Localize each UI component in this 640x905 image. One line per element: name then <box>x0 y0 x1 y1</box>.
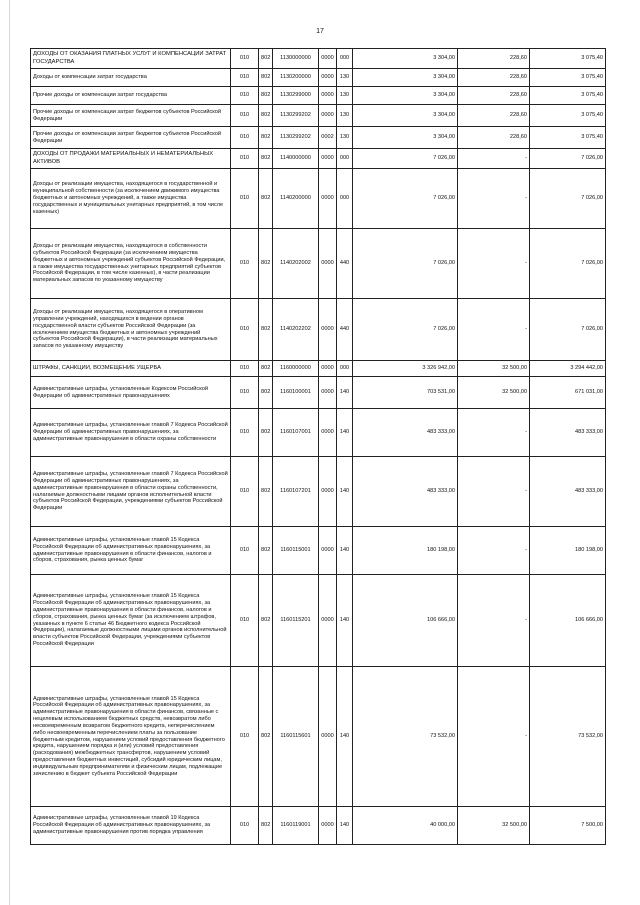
row-program-code: 0000 <box>319 667 337 807</box>
row-budget-code: 1130299202 <box>273 127 319 149</box>
row-program-code: 0000 <box>319 527 337 575</box>
row-approved-amount: 73 532,00 <box>353 667 458 807</box>
row-budget-code: 1160115601 <box>273 667 319 807</box>
table-row <box>31 127 606 149</box>
row-section-code: 802 <box>259 667 273 807</box>
table-row <box>31 229 606 299</box>
row-unexecuted-amount: 7 026,00 <box>530 299 606 361</box>
row-unexecuted-amount: 3 075,40 <box>530 49 606 69</box>
page-number: 17 <box>316 28 324 35</box>
row-kosgu-code: 000 <box>337 169 353 229</box>
row-program-code: 0000 <box>319 229 337 299</box>
row-budget-code: 1130200000 <box>273 69 319 87</box>
row-budget-code: 1160115001 <box>273 527 319 575</box>
section-row <box>31 49 606 69</box>
row-line-code: 010 <box>231 229 259 299</box>
row-kosgu-code: 000 <box>337 361 353 377</box>
row-approved-amount: 7 026,00 <box>353 149 458 169</box>
row-kosgu-code: 140 <box>337 409 353 457</box>
row-program-code: 0000 <box>319 409 337 457</box>
row-unexecuted-amount: 483 333,00 <box>530 457 606 527</box>
row-section-code: 802 <box>259 299 273 361</box>
row-budget-code: 1160100001 <box>273 377 319 409</box>
row-unexecuted-amount: 483 333,00 <box>530 409 606 457</box>
row-budget-code: 1160115201 <box>273 575 319 667</box>
row-executed-amount: 32 500,00 <box>458 377 530 409</box>
row-approved-amount: 7 026,00 <box>353 229 458 299</box>
row-line-code: 010 <box>231 667 259 807</box>
row-unexecuted-amount: 7 026,00 <box>530 229 606 299</box>
row-name: Прочие доходы от компенсации затрат бюджетов субъектов Российской Федерации <box>31 105 231 127</box>
row-section-code: 802 <box>259 87 273 105</box>
row-unexecuted-amount: 180 198,00 <box>530 527 606 575</box>
row-unexecuted-amount: 7 500,00 <box>530 807 606 845</box>
row-line-code: 010 <box>231 377 259 409</box>
row-line-code: 010 <box>231 169 259 229</box>
row-unexecuted-amount: 73 532,00 <box>530 667 606 807</box>
row-executed-amount: - <box>458 169 530 229</box>
row-budget-code: 1160107201 <box>273 457 319 527</box>
row-line-code: 010 <box>231 527 259 575</box>
row-unexecuted-amount: 7 026,00 <box>530 149 606 169</box>
row-section-code: 802 <box>259 105 273 127</box>
table-row <box>31 457 606 527</box>
row-kosgu-code: 440 <box>337 229 353 299</box>
row-approved-amount: 180 198,00 <box>353 527 458 575</box>
row-program-code: 0000 <box>319 299 337 361</box>
row-kosgu-code: 140 <box>337 575 353 667</box>
row-name: Административные штрафы, установленные главой 7 Кодекса Российской Федерации об административных правонарушениях, за административные правонарушения в области охраны собственности, налагаемые должностными лицами органов исполнительной власти субъектов Российской Федерации, учреждениями субъектов Российской Федерации <box>31 457 231 527</box>
row-kosgu-code: 140 <box>337 807 353 845</box>
table-row <box>31 299 606 361</box>
row-line-code: 010 <box>231 299 259 361</box>
row-executed-amount: - <box>458 457 530 527</box>
row-program-code: 0000 <box>319 105 337 127</box>
row-unexecuted-amount: 3 075,40 <box>530 105 606 127</box>
row-approved-amount: 3 304,00 <box>353 127 458 149</box>
row-name: Административные штрафы, установленные главой 15 Кодекса Российской Федерации об административных правонарушениях, за административные правонарушения в области финансов, налогов и сборов, страхования, рынка ценных бумаг <box>31 527 231 575</box>
revenue-table <box>30 48 606 845</box>
section-row <box>31 361 606 377</box>
row-budget-code: 1160000000 <box>273 361 319 377</box>
row-kosgu-code: 140 <box>337 457 353 527</box>
row-line-code: 010 <box>231 87 259 105</box>
table-row <box>31 169 606 229</box>
table-body <box>31 49 606 845</box>
row-program-code: 0000 <box>319 69 337 87</box>
table-row <box>31 807 606 845</box>
row-unexecuted-amount: 106 666,00 <box>530 575 606 667</box>
row-approved-amount: 483 333,00 <box>353 409 458 457</box>
row-executed-amount: 32 500,00 <box>458 807 530 845</box>
row-kosgu-code: 140 <box>337 377 353 409</box>
section-row <box>31 149 606 169</box>
row-approved-amount: 3 304,00 <box>353 105 458 127</box>
row-unexecuted-amount: 3 294 442,00 <box>530 361 606 377</box>
row-section-code: 802 <box>259 127 273 149</box>
row-program-code: 0000 <box>319 361 337 377</box>
row-executed-amount: 228,60 <box>458 49 530 69</box>
row-executed-amount: 228,60 <box>458 87 530 105</box>
row-approved-amount: 3 304,00 <box>353 69 458 87</box>
row-kosgu-code: 130 <box>337 105 353 127</box>
row-budget-code: 1130000000 <box>273 49 319 69</box>
row-name: Административные штрафы, установленные главой 15 Кодекса Российской Федерации об административных правонарушениях, за административные правонарушения в области финансов, налогов и сборов, страхования, рынка ценных бумаг (за исключением штрафов, указанных в пункте 6 статьи 46 Бюджетного кодекса Российской Федерации), налагаемые должностными лицами органов исполнительной власти субъектов Российской Федерации, учреждениями субъектов Российской Федерации <box>31 575 231 667</box>
row-budget-code: 1140202002 <box>273 229 319 299</box>
row-name: ШТРАФЫ, САНКЦИИ, ВОЗМЕЩЕНИЕ УЩЕРБА <box>31 361 231 377</box>
row-budget-code: 1140202202 <box>273 299 319 361</box>
row-section-code: 802 <box>259 377 273 409</box>
row-approved-amount: 7 026,00 <box>353 299 458 361</box>
row-approved-amount: 3 304,00 <box>353 87 458 105</box>
row-program-code: 0000 <box>319 457 337 527</box>
row-approved-amount: 3 326 942,00 <box>353 361 458 377</box>
row-kosgu-code: 130 <box>337 127 353 149</box>
row-name: Административные штрафы, установленные главой 7 Кодекса Российской Федерации об административных правонарушениях, за административные правонарушения в области охраны собственности <box>31 409 231 457</box>
row-program-code: 0000 <box>319 377 337 409</box>
row-unexecuted-amount: 3 075,40 <box>530 127 606 149</box>
row-line-code: 010 <box>231 69 259 87</box>
row-budget-code: 1160119001 <box>273 807 319 845</box>
row-line-code: 010 <box>231 457 259 527</box>
row-approved-amount: 7 026,00 <box>353 169 458 229</box>
row-approved-amount: 703 531,00 <box>353 377 458 409</box>
row-executed-amount: - <box>458 667 530 807</box>
row-section-code: 802 <box>259 807 273 845</box>
table-row <box>31 667 606 807</box>
row-section-code: 802 <box>259 69 273 87</box>
row-section-code: 802 <box>259 409 273 457</box>
row-line-code: 010 <box>231 49 259 69</box>
row-kosgu-code: 130 <box>337 69 353 87</box>
row-executed-amount: - <box>458 299 530 361</box>
row-program-code: 0002 <box>319 127 337 149</box>
row-line-code: 010 <box>231 807 259 845</box>
row-program-code: 0000 <box>319 807 337 845</box>
table-row <box>31 69 606 87</box>
row-unexecuted-amount: 3 075,40 <box>530 87 606 105</box>
row-section-code: 802 <box>259 149 273 169</box>
row-executed-amount: 228,60 <box>458 69 530 87</box>
row-name: Прочие доходы от компенсации затрат бюджетов субъектов Российской Федерации <box>31 127 231 149</box>
row-program-code: 0000 <box>319 87 337 105</box>
binder-edge <box>9 0 10 905</box>
table-row <box>31 527 606 575</box>
row-executed-amount: 228,60 <box>458 105 530 127</box>
row-executed-amount: - <box>458 149 530 169</box>
row-kosgu-code: 140 <box>337 667 353 807</box>
row-section-code: 802 <box>259 49 273 69</box>
row-executed-amount: - <box>458 409 530 457</box>
row-kosgu-code: 440 <box>337 299 353 361</box>
row-budget-code: 1130299000 <box>273 87 319 105</box>
row-name: Доходы от реализации имущества, находящегося в оперативном управлении учреждений, находящихся в ведении органов государственной власти субъектов Российской Федерации (за исключением имущества бюджетных и автономных учреждений субъектов Российской Федерации), в части реализации материальных запасов по указанному имуществу <box>31 299 231 361</box>
row-kosgu-code: 140 <box>337 527 353 575</box>
row-name: Доходы от компенсации затрат государства <box>31 69 231 87</box>
row-name: Административные штрафы, установленные Кодексом Российской Федерации об административных правонарушениях <box>31 377 231 409</box>
row-kosgu-code: 000 <box>337 149 353 169</box>
row-approved-amount: 106 666,00 <box>353 575 458 667</box>
row-name: Доходы от реализации имущества, находящегося в государственной и муниципальной собственности (за исключением движимого имущества бюджетных и автономных учреждений, а также имущества государственных и муниципальных унитарных предприятий, в том числе казенных) <box>31 169 231 229</box>
row-section-code: 802 <box>259 575 273 667</box>
row-name: ДОХОДЫ ОТ ПРОДАЖИ МАТЕРИАЛЬНЫХ И НЕМАТЕРИАЛЬНЫХ АКТИВОВ <box>31 149 231 169</box>
row-section-code: 802 <box>259 169 273 229</box>
row-executed-amount: - <box>458 229 530 299</box>
row-name: Административные штрафы, установленные главой 15 Кодекса Российской Федерации об административных правонарушениях, за административные правонарушения в области финансов, связанные с нецелевым использованием бюджетных средств, невозвратом либо несвоевременным возвратом бюджетного кредита, неперечислением либо несвоевременным перечислением платы за пользование бюджетным кредитом, нарушением условий предоставления бюджетного кредита, нарушением порядка и (или) условий предоставления (расходования) межбюджетных трансфертов, нарушением условий предоставления бюджетных инвестиций, субсидий юридическим лицам, индивидуальным предпринимателям и физическим лицам, подлежащие зачислению в бюджет субъекта Российской Федерации <box>31 667 231 807</box>
row-executed-amount: 228,60 <box>458 127 530 149</box>
row-line-code: 010 <box>231 409 259 457</box>
row-unexecuted-amount: 3 075,40 <box>530 69 606 87</box>
row-section-code: 802 <box>259 457 273 527</box>
row-unexecuted-amount: 671 031,00 <box>530 377 606 409</box>
row-budget-code: 1160107001 <box>273 409 319 457</box>
row-program-code: 0000 <box>319 149 337 169</box>
row-program-code: 0000 <box>319 575 337 667</box>
row-executed-amount: - <box>458 575 530 667</box>
row-budget-code: 1130299202 <box>273 105 319 127</box>
row-program-code: 0000 <box>319 169 337 229</box>
row-program-code: 0000 <box>319 49 337 69</box>
row-line-code: 010 <box>231 127 259 149</box>
row-unexecuted-amount: 7 026,00 <box>530 169 606 229</box>
row-executed-amount: - <box>458 527 530 575</box>
table-row <box>31 409 606 457</box>
row-approved-amount: 3 304,00 <box>353 49 458 69</box>
table-row <box>31 105 606 127</box>
table-row <box>31 377 606 409</box>
row-name: Административные штрафы, установленные главой 19 Кодекса Российской Федерации об административных правонарушениях, за административные правонарушения против порядка управления <box>31 807 231 845</box>
row-budget-code: 1140000000 <box>273 149 319 169</box>
row-name: ДОХОДЫ ОТ ОКАЗАНИЯ ПЛАТНЫХ УСЛУГ И КОМПЕНСАЦИИ ЗАТРАТ ГОСУДАРСТВА <box>31 49 231 69</box>
table-row <box>31 575 606 667</box>
row-line-code: 010 <box>231 361 259 377</box>
row-approved-amount: 40 000,00 <box>353 807 458 845</box>
row-line-code: 010 <box>231 149 259 169</box>
row-line-code: 010 <box>231 575 259 667</box>
row-kosgu-code: 130 <box>337 87 353 105</box>
row-approved-amount: 483 333,00 <box>353 457 458 527</box>
row-executed-amount: 32 500,00 <box>458 361 530 377</box>
row-line-code: 010 <box>231 105 259 127</box>
row-name: Прочие доходы от компенсации затрат государства <box>31 87 231 105</box>
row-section-code: 802 <box>259 229 273 299</box>
row-kosgu-code: 000 <box>337 49 353 69</box>
table-row <box>31 87 606 105</box>
row-name: Доходы от реализации имущества, находящегося в собственности субъектов Российской Федерации (за исключением имущества бюджетных и автономных учреждений субъектов Российской Федерации, а также имущества государственных унитарных предприятий субъектов Российской Федерации, в том числе казенных), в части реализации материальных запасов по указанному имуществу <box>31 229 231 299</box>
row-budget-code: 1140200000 <box>273 169 319 229</box>
row-section-code: 802 <box>259 361 273 377</box>
row-section-code: 802 <box>259 527 273 575</box>
